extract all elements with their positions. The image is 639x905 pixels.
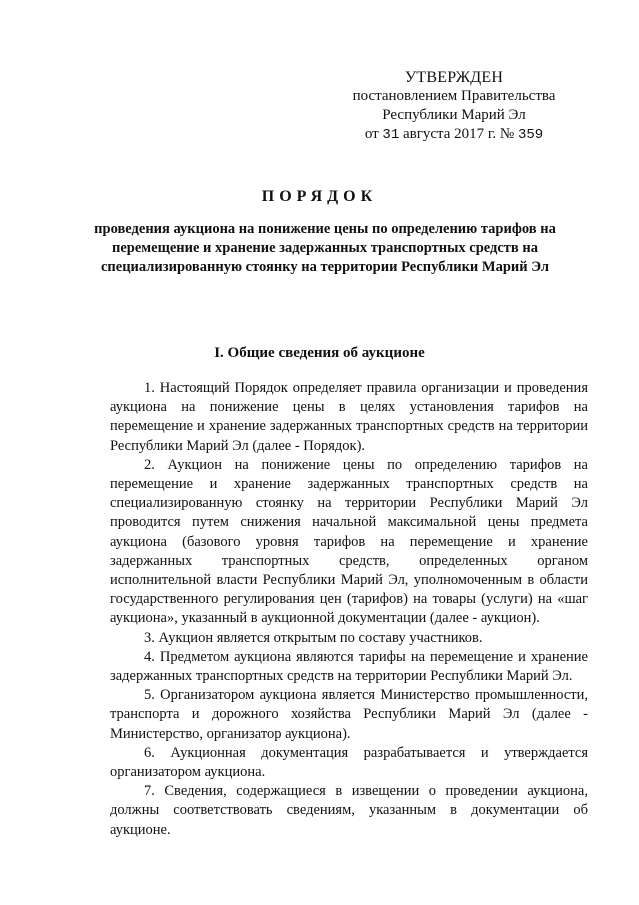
approval-decree-line: постановлением Правительства [352, 88, 556, 104]
document-title: ПОРЯДОК [261, 188, 378, 205]
approval-number: 359 [517, 127, 544, 143]
approval-heading: УТВЕРЖДЕН [404, 69, 504, 86]
paragraph-3: 3. Аукцион является открытым по составу участников. [144, 629, 483, 646]
paragraph-2: 2. Аукцион на понижение цены по определению тарифов на перемещение и хранение задержанных транспортных средств на специализированную стоянку на территории Республики Марий Эл проводится путем снижения начальной максимальной цены предмета аукциона (базового уровня тарифов на перемещение и хранение задержанных транспортных средств, определенных органом исполнительной власти Республики Марий Эл, уполномоченным в области государственного регулирования цен (тарифов) на товары (услуги) на «шаг аукциона», указанный в аукционной документации (далее - аукцион). [110, 456, 588, 627]
section-body [110, 379, 588, 840]
document-subtitle: проведения аукциона на понижение цены по определению тарифов на перемещение и хранение задержанных транспортных средств на специализированную стоянку на территории Республики Марий Эл [94, 221, 556, 275]
approval-republic-line: Республики Марий Эл [382, 107, 526, 123]
section-title: I. Общие сведения об аукционе [214, 345, 425, 361]
approval-date-prefix: от [364, 126, 379, 142]
paragraph-4: 4. Предметом аукциона являются тарифы на перемещение и хранение задержанных транспортных средств на территории Республики Марий Эл. [110, 648, 588, 685]
paragraph-6: 6. Аукционная документация разрабатывается и утверждается организатором аукциона. [110, 744, 588, 781]
approval-date-rest: августа 2017 г. № [402, 126, 515, 142]
paragraph-7: 7. Сведения, содержащиеся в извещении о проведении аукциона, должны соответствовать сведениям, указанным в документации об аукционе. [110, 783, 588, 838]
paragraph-1: 1. Настоящий Порядок определяет правила организации и проведения аукциона на понижение цены в целях установления тарифов на перемещение и хранение задержанных транспортных средств на территории Республики Марий Эл (далее - Порядок). [110, 380, 588, 454]
approval-stamp-block [330, 68, 578, 145]
paragraph-5: 5. Организатором аукциона является Министерство промышленности, транспорта и дорожного хозяйства Республики Марий Эл (далее - Министерство, организатор аукциона). [110, 687, 588, 742]
approval-date-line [330, 125, 578, 145]
approval-date-day: 31 [382, 127, 400, 143]
